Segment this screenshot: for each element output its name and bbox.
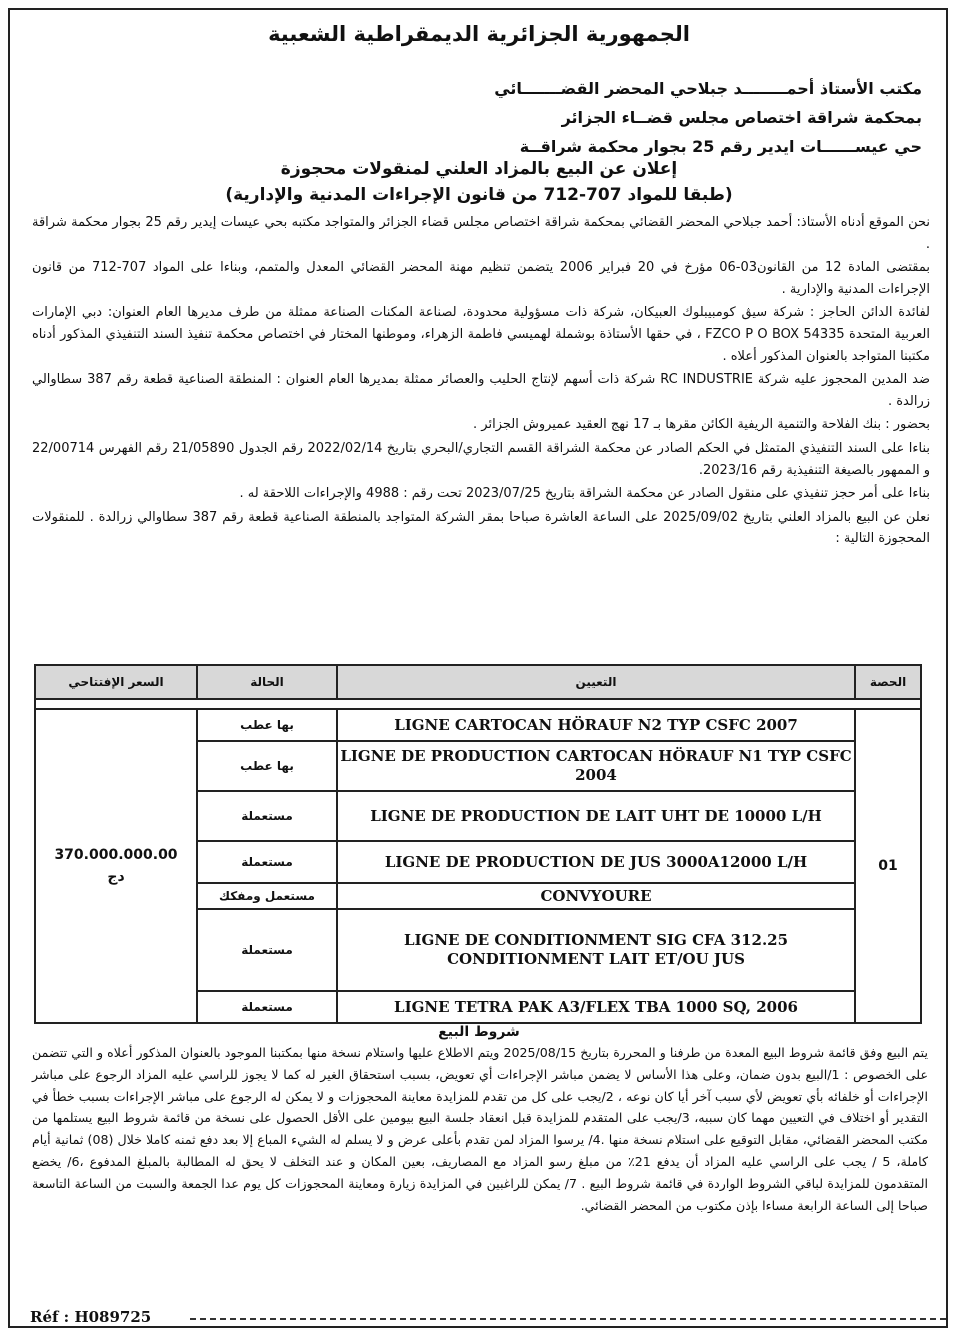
item-designation: LIGNE DE PRODUCTION CARTOCAN HÖRAUF N1 TYP CSFC 2004 (337, 741, 855, 791)
body-paragraph-7: بناءا على أمر حجز تنفيذي على منقول الصادر عن محكمة الشراقة بتاريخ 2023/07/25 تحت رقم : 4988 والإجراءات اللاحقة له . (239, 486, 930, 502)
office-line-3: حي عيســــــات ايدير رقم 25 بجوار محكمة شراقــة (519, 137, 922, 156)
item-designation: LIGNE DE CONDITIONMENT SIG CFA 312.25 CONDITIONMENT LAIT ET/OU JUS (337, 909, 855, 991)
header-price: السعر الإفتتاحي (35, 665, 197, 699)
republic-title: الجمهورية الجزائرية الديمقراطية الشعبية (268, 22, 690, 46)
item-designation: LIGNE DE PRODUCTION DE JUS 3000A12000 L/H (337, 841, 855, 883)
reference-number: Réf : H089725 (30, 1308, 152, 1326)
body-paragraph-6: بناءا على السند التنفيذي المتمثل في الحكم الصادر عن محكمة الشراقة القسم التجاري/البحري بتاريخ 2022/02/14 رقم الجدول 21/05890 رقم الفهرس 22/00714 و الممهور بالصيغة التنفيذية رقم 2023/16. (32, 440, 930, 478)
item-state: مستعملة (197, 841, 337, 883)
body-paragraph-8: نعلن عن البيع بالمزاد العلني بتاريخ 2025/09/02 على الساعة العاشرة صباحا بمقر الشركة المتواجد بالمنطقة الصناعية قطعة رقم 387 سطاوالي زرالدة . للمنقولات المحجوزة التالية : (32, 509, 931, 547)
notice-title: إعلان عن البيع بالمزاد العلني لمنقولات محجوزة (280, 159, 678, 179)
header-state: الحالة (197, 665, 337, 699)
price-currency: دج (107, 869, 125, 885)
body-paragraph-1: نحن الموقع أدناه الأستاذ: أحمد جبلاحي المحضر القضائي بمحكمة شراقة اختصاص مجلس قضاء الجزائر والمتواجد مكتبه بحي عيسات إيدير رقم 25 بجوار محكمة شراقة . (32, 215, 930, 252)
table-row (35, 709, 921, 741)
terms-title: شروط البيع (438, 1024, 520, 1040)
header-lot: الحصة (855, 665, 921, 699)
opening-price (35, 709, 197, 1023)
notice-heading (0, 156, 958, 208)
item-state: بها عطب (197, 741, 337, 791)
table-header-row (35, 665, 921, 699)
item-state: مستعملة (197, 791, 337, 841)
office-line-1: مكتب الأستاذ أحمــــــــد جبلاحي المحضر القضـــــــائي (494, 79, 922, 98)
terms-text: يتم البيع وفق قائمة شروط البيع المعدة من طرفنا و المحررة بتاريخ 2025/08/15 ويتم الاطلاع عليها واستلام نسخة منها بمكتبنا الموجود بالعنوان المذكور أعلاه و التي تتضمن على الخصوص : 1/البيع بدون ضمان، وعلى هذا الأساس لا يضمن مباشر الإجراءات أي تعويض، بسبب استحقاق الغير له كما لا يجوز للراسي عليه المزاد الرجوع على مباشر الإجراءات أو خلفائه بأي تعويض لأي سبب آخر أيا كان نوعه ، 2/يجب على كل من تقدم للمزايدة معاينة المحجوزات و لا يمكن له الرجوع على مباشر الإجراءات بسبب خطأ في التقدير أو اختلاف في التعيين مهما كان سببه، 3/يجب على المتقدم للمزايدة قبل انعقاد جلسة البيع بيومين على الأقل الحصول على نسخة من قائمة شروط البيع يستلمها من مكتب المحضر القضائي، مقابل التوقيع على استلام نسخة منها .4/ يرسوا المزاد لمن تقدم بأعلى عرض و لا يسلم له الشيء المباع إلا بعد دفع ثمنه كاملا خلال (08) ثمانية أيام كاملة، 5 / يجب على الراسي عليه المزاد أن يدفع 21٪ من مبلغ رسو المزاد مع المصاريف، بعين المكان و عند التخلف لا يحق له المطالبة بالمبلغ المدفوع ،6/ يخضع المتقدمون للمزايدة لباقي الشروط الواردة في قائمة شروط البيع . 7/ يمكن للراغبين في المزايدة زيارة ومعاينة المحجوزات كل يوم عدا الجمعة والسبت من الساعة التاسعة صباحا إلى الساعة الرابعة مساءا بإذن مكتوب من المحضر القضائي. (32, 1045, 929, 1213)
bailiff-office (222, 74, 922, 161)
body-paragraph-3: لفائدة الدائن الحاجز : شركة سيڨ كومبيبلوك العبيكان، شركة ذات مسؤولية محدودة، لصناعة المكنات الصناعة ممثلة من طرف مديرها العام العنوان: دبي الإمارات العربية المتحدة FZCO P O BOX 54335 ، في حقها الأستاذة بوشملة لهميسي فاطمة الزهراء، وموطنها المختار في اختصاص محكمة تنفيذ السند التنفيذي المذكور أدناه مكتبنا المتواجد بالعنوان المذكور أعلاه . (32, 305, 930, 364)
header-designation: التعيين (337, 665, 855, 699)
body-paragraph-4: ضد المدين المحجوز عليه شركة RC INDUSTRIE شركة ذات أسهم لإنتاج الحليب والعصائر ممثلة بمديرها العام العنوان : المنطقة الصناعية قطعة رقم 387 سطاوالي زرالدة . (32, 372, 930, 409)
item-state: مستعملة (197, 909, 337, 991)
item-designation: LIGNE CARTOCAN HÖRAUF N2 TYP CSFC 2007 (337, 709, 855, 741)
notice-body (32, 212, 930, 552)
seized-items-table (34, 664, 922, 1024)
item-designation: LIGNE TETRA PAK A3/FLEX TBA 1000 SQ, 2006 (337, 991, 855, 1023)
item-state: مستعمل ومفكك (197, 883, 337, 909)
notice-subtitle: (طبقا للمواد 707-712 من قانون الإجراءات المدنية والإدارية) (225, 185, 733, 205)
item-state: بها عطب (197, 709, 337, 741)
item-designation: CONVYOURE (337, 883, 855, 909)
office-line-2: بمحكمة شراقة اختصاص مجلس قضــاء الجزائر (561, 108, 922, 127)
item-state: مستعملة (197, 991, 337, 1023)
lot-number: 01 (855, 709, 921, 1023)
table-gap-row (35, 699, 921, 709)
footer-divider (190, 1318, 946, 1320)
body-paragraph-5: بحضور : بنك الفلاحة والتنمية الريفية الكائن مقرها بـ 17 نهج العقيد عميروش الجزائر . (473, 417, 930, 433)
body-paragraph-2: بمقتضى المادة 12 من القانون03-06 مؤرخ في 20 فبراير 2006 يتضمن تنظيم مهنة المحضر القضائي المعدل والمتمم، وبناءا على المواد 707-712 من قانون الإجراءات المدنية والإدارية . (32, 260, 930, 297)
item-designation: LIGNE DE PRODUCTION DE LAIT UHT DE 10000 L/H (337, 791, 855, 841)
price-value: 370.000.000.00 (54, 847, 178, 863)
